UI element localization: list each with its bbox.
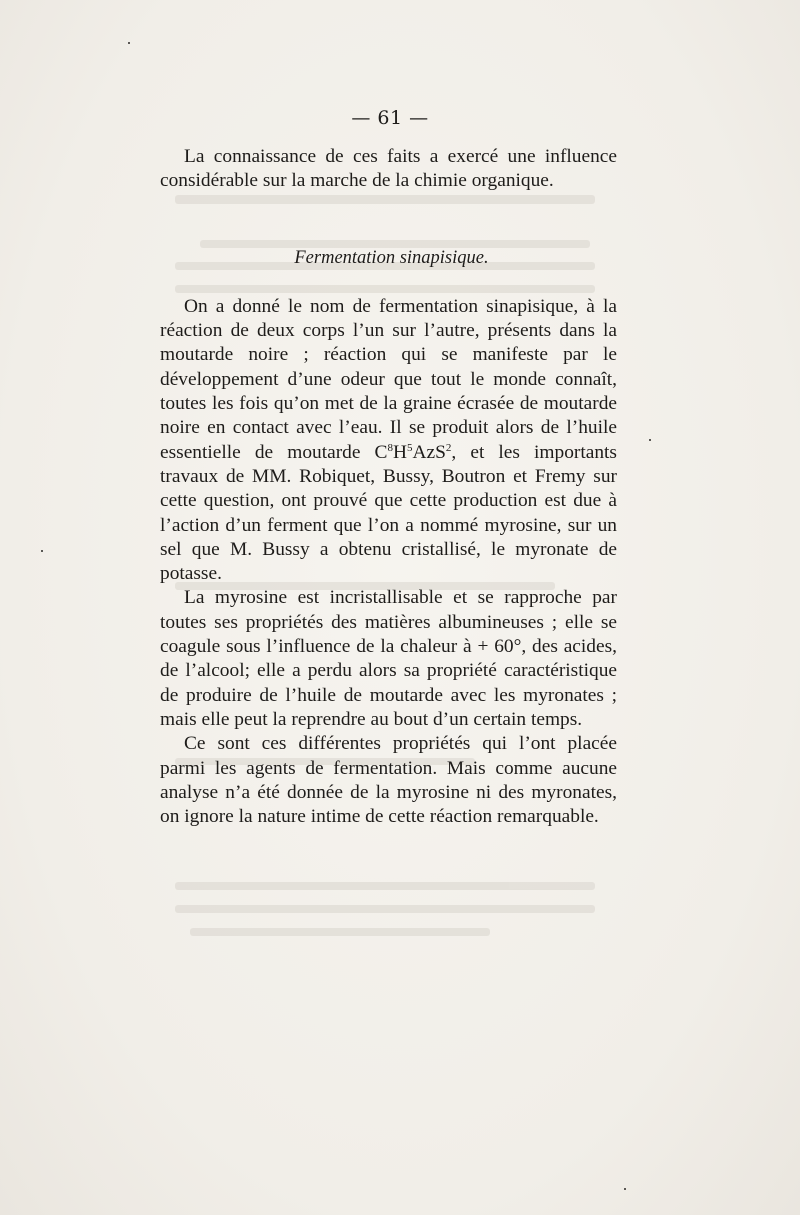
speck bbox=[128, 42, 130, 44]
paragraph-intro: La connaissance de ces faits a exercé une influence considérable sur la marche de la chimie organique. bbox=[160, 146, 617, 192]
paragraph-text: , et les importants travaux de MM. Robiquet, Bussy, Boutron et Fremy sur cette question, ont prouvé que cette production est due à l’action d’un ferment que l’on a nommé myrosine, sur un sel que M. Bussy a obtenu cristallisé, le myronate de potasse. bbox=[160, 441, 617, 585]
page-number: — 61 — bbox=[351, 107, 429, 129]
paragraph-conclusion: Ce sont ces différentes propriétés qui l’ont placée parmi les agents de fermentation. Mais comme aucune analyse n’a été donnée de la myrosine ni des myronates, on ignore la nature intime de cette réaction remarquable. bbox=[160, 733, 617, 828]
speck bbox=[649, 439, 651, 441]
paragraph-myrosine: La myrosine est incristallisable et se rapproche par toutes ses propriétés des matières albumineuses ; elle se coagule sous l’influence de la chaleur à + 60°, des acides, de l’alcool; elle a perdu alors sa propriété caractéristique de produire de l’huile de moutarde avec les myronates ; mais elle peut la reprendre au bout d’un certain temps. bbox=[160, 587, 617, 730]
paragraph-text: On a donné le nom de fermentation sinapisique, à la réaction de deux corps l’un sur l’autre, présents dans la moutarde noire ; réaction qui se manifeste par le développement d’une odeur que tout le monde connaît, toutes les fois qu’on met de la graine écrasée de moutarde noire en contact avec l’eau. Il se produit alors de l’huile essentielle de moutarde bbox=[160, 295, 617, 463]
speck bbox=[624, 1188, 626, 1190]
chemical-formula: $C^8H^5AzS^2$ bbox=[374, 441, 452, 463]
section-heading: Fermentation sinapisique. bbox=[294, 247, 489, 268]
speck bbox=[41, 550, 43, 552]
body-text bbox=[160, 145, 617, 829]
paragraph-sinapisique bbox=[160, 295, 617, 587]
